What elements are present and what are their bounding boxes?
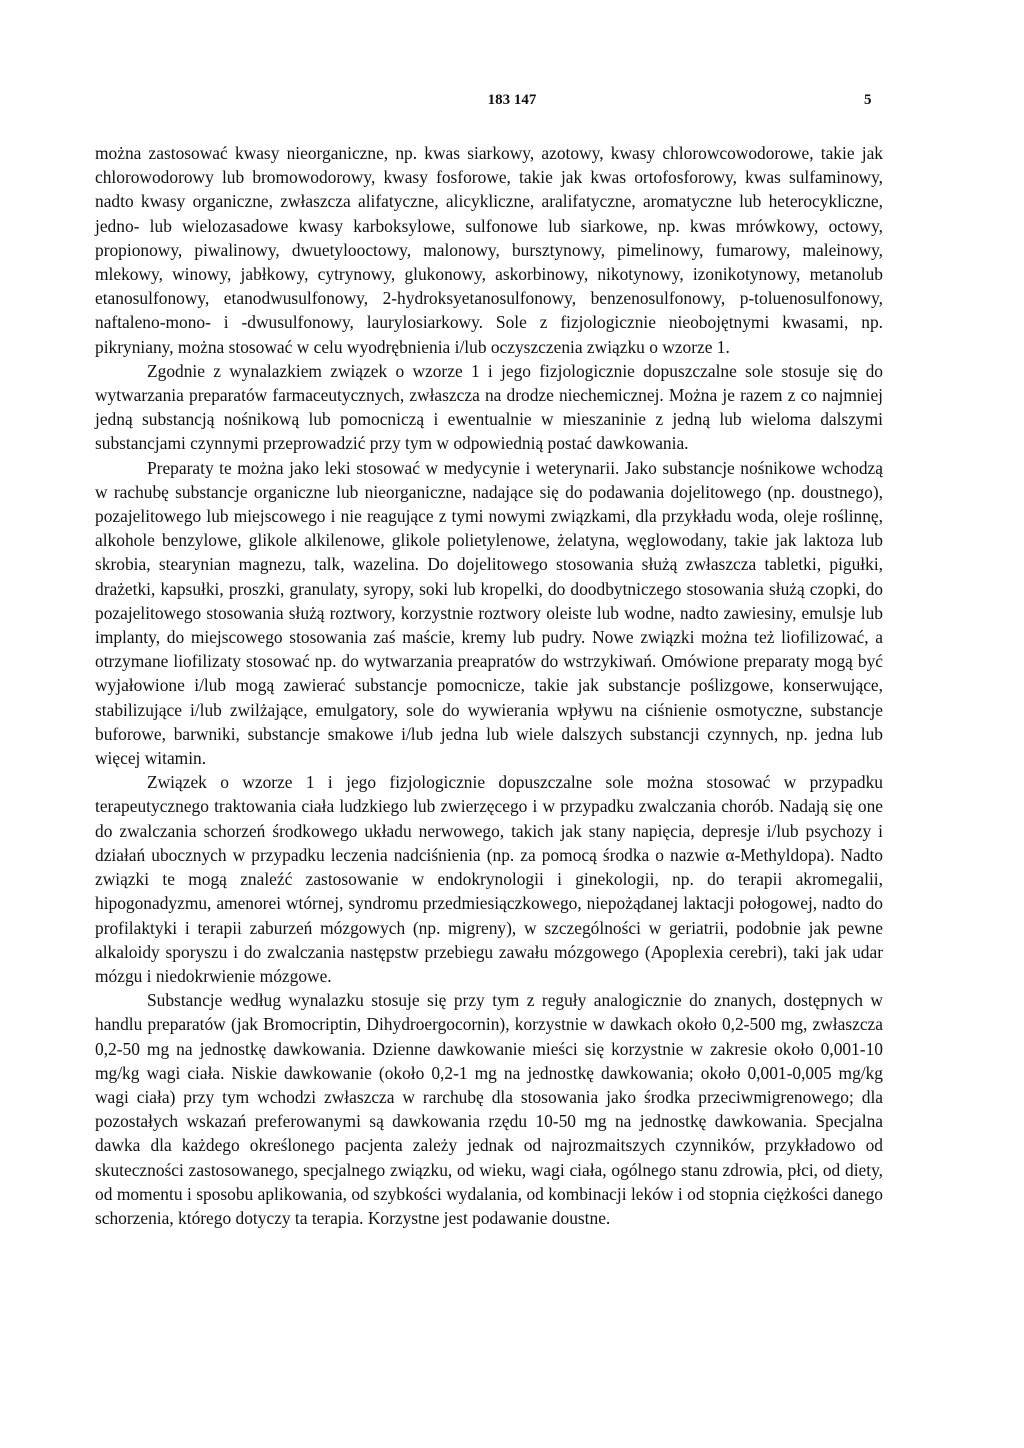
page-header (0, 92, 1024, 116)
paragraph-1: można zastosować kwasy nieorganiczne, np. kwas siarkowy, azotowy, kwasy chlorowcowodorowe, takie jak chlorowodorowy lub bromowodorowy, kwasy fosforowe, takie jak kwas ortofosforowy, kwas sulfaminowy, nadto kwasy organiczne, zwłaszcza alifatyczne, alicykliczne, aralifatyczne, aromatyczne lub heterocykliczne, jedno- lub wielozasadowe kwasy karboksylowe, sulfonowe lub siarkowe, np. kwas mrówkowy, octowy, propionowy, piwalinowy, dwuetylooctowy, malonowy, bursztynowy, pimelinowy, fumarowy, maleinowy, mlekowy, winowy, jabłkowy, cytrynowy, glukonowy, askorbinowy, nikotynowy, izonikotynowy, metanolub etanosulfonowy, etanodwusulfonowy, 2-hydroksyetanosulfonowy, benzenosulfonowy, p-toluenosulfonowy, naftaleno-mono- i -dwusulfonowy, laurylosiarkowy. Sole z fizjologicznie nieobojętnymi kwasami, np. pikryniany, można stosować w celu wyodrębnienia i/lub oczyszczenia związku o wzorze 1. (95, 143, 883, 357)
paragraph-5: Substancje według wynalazku stosuje się przy tym z reguły analogicznie do znanych, dostępnych w handlu preparatów (jak Bromocriptin, Dihydroergocornin), korzystnie w dawkach około 0,2-500 mg, zwłaszcza 0,2-50 mg na jednostkę dawkowania. Dzienne dawkowanie mieści się korzystnie w zakresie około 0,001-10 mg/kg wagi ciała. Niskie dawkowanie (około 0,2-1 mg na jednostkę dawkowania; około 0,001-0,005 mg/kg wagi ciała) przy tym wchodzi zwłaszcza w rarchubę dla stosowania jako środka przeciwmigrenowego; dla pozostałych wskazań preferowanymi są dawkowania rzędu 10-50 mg na jednostkę dawkowania. Specjalna dawka dla każdego określonego pacjenta zależy jednak od najrozmaitszych czynników, przykładowo od skuteczności zastosowanego, specjalnego związku, od wieku, wagi ciała, ogólnego stanu zdrowia, płci, od diety, od momentu i sposobu aplikowania, od szybkości wydalania, od kombinacji leków i od stopnia ciężkości danego schorzenia, którego dotyczy ta terapia. Korzystne jest podawanie doustne. (95, 990, 883, 1228)
paragraph-4: Związek o wzorze 1 i jego fizjologicznie dopuszczalne sole można stosować w przypadku terapeutycznego traktowania ciała ludzkiego lub zwierzęcego i w przypadku zwalczania chorób. Nadają się one do zwalczania schorzeń środkowego układu nerwowego, takich jak stany napięcia, depresje i/lub psychozy i działań ubocznych w przypadku leczenia nadciśnienia (np. za pomocą środka o nazwie α-Methyldopa). Nadto związki te mogą znaleźć zastosowanie w endokrynologii i ginekologii, np. do terapii akromegalii, hipogonadyzmu, amenorei wtórnej, syndromu przedmiesiączkowego, niepożądanej laktacji połogowej, nadto do profilaktyki i terapii zaburzeń mózgowych (np. migreny), w szczególności w geriatrii, podobnie jak pewne alkaloidy sporyszu i do zwalczania następstw przebiegu zawału mózgowego (Apoplexia cerebri), taki jak udar mózgu i niedokrwienie mózgowe. (95, 772, 883, 986)
page-number: 5 (864, 92, 872, 108)
document-body (95, 141, 883, 1230)
document-number: 183 147 (487, 92, 537, 108)
paragraph-2: Zgodnie z wynalazkiem związek o wzorze 1 i jego fizjologicznie dopuszczalne sole stosuje się do wytwarzania preparatów farmaceutycznych, zwłaszcza na drodze niechemicznej. Można je razem z co najmniej jedną substancją nośnikową lub pomocniczą i ewentualnie w mieszaninie z jedną lub wieloma dalszymi substancjami czynnymi przeprowadzić przy tym w odpowiednią postać dawkowania. (95, 360, 883, 454)
paragraph-3: Preparaty te można jako leki stosować w medycynie i weterynarii. Jako substancje nośnikowe wchodzą w rachubę substancje organiczne lub nieorganiczne, nadające się do podawania dojelitowego (np. doustnego), pozajelitowego lub miejscowego i nie reagujące z tymi nowymi związkami, dla przykładu woda, oleje roślinnę, alkohole benzylowe, glikole alkilenowe, glikole polietylenowe, żelatyna, węglowodany, takie jak laktoza lub skrobia, stearynian magnezu, talk, wazelina. Do dojelitowego stosowania służą zwłaszcza tabletki, pigułki, drażetki, kapsułki, proszki, granulaty, syropy, soki lub kropelki, do doodbytniczego stosowania służą czopki, do pozajelitowego stosowania służą roztwory, korzystnie roztwory oleiste lub wodne, nadto zawiesiny, emulsje lub implanty, do miejscowego stosowania zaś maście, kremy lub pudry. Nowe związki można też liofilizować, a otrzymane liofilizaty stosować np. do wytwarzania preapratów do wstrzykiwań. Omówione preparaty mogą być wyjałowione i/lub mogą zawierać substancje pomocnicze, takie jak substancje poślizgowe, konserwujące, stabilizujące i/lub zwilżające, emulgatory, sole do wywierania wpływu na ciśnienie osmotyczne, substancje buforowe, barwniki, substancje smakowe i/lub jedna lub wiele dalszych substancji czynnych, np. jedna lub więcej witamin. (95, 457, 883, 769)
